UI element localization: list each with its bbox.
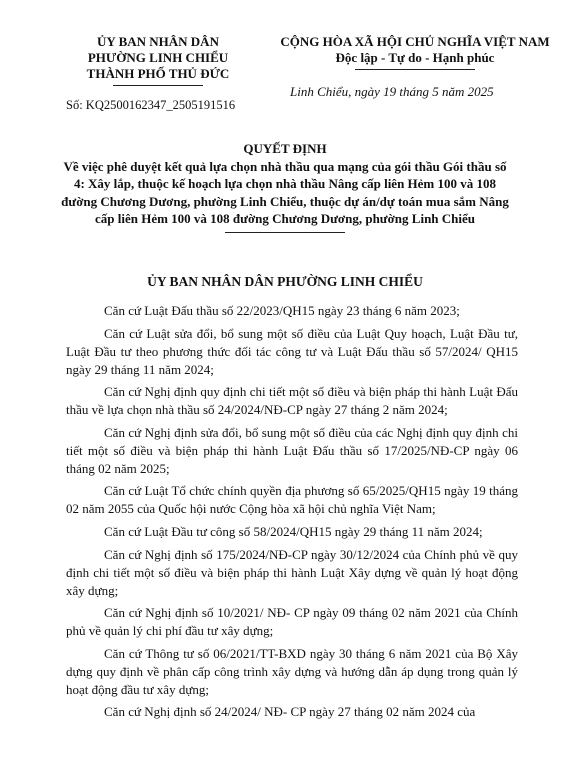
legal-basis-paragraph: Căn cứ Nghị định số 10/2021/ NĐ- CP ngày 09 tháng 02 năm 2021 của Chính phủ về quản lý chi phí đầu tư xây dựng; <box>66 605 518 639</box>
legal-basis-paragraph: Căn cứ Nghị định sửa đổi, bổ sung một số điều của các Nghị định quy định chi tiết một số điều và biện pháp thi hành Luật Đấu thầu số 17/2025/NĐ-CP ngày 06 tháng 02 năm 2025; <box>66 424 518 476</box>
legal-basis-paragraph: Căn cứ Luật Đầu tư công số 58/2024/QH15 ngày 29 tháng 11 năm 2024; <box>104 523 483 539</box>
legal-basis-paragraph: Căn cứ Thông tư số 06/2021/TT-BXD ngày 30 tháng 6 năm 2021 của Bộ Xây dựng quy định về phân cấp công trình xây dựng và hướng dẫn áp dụng trong quản lý hoạt động đầu tư xây dựng; <box>66 645 518 697</box>
agency-line-3: THÀNH PHỐ THỦ ĐỨC <box>86 66 230 81</box>
legal-basis-paragraph: Căn cứ Luật sửa đổi, bổ sung một số điều của Luật Quy hoạch, Luật Đầu tư, Luật Đầu tư theo phương thức đối tác công tư và Luật Đấu thầu số 57/2024/ QH15 ngày 29 tháng 11 năm 2024; <box>66 325 518 377</box>
agency-line-1: ỦY BAN NHÂN DÂN <box>97 34 219 49</box>
legal-basis-paragraph: Căn cứ Nghị định quy định chi tiết một số điều và biện pháp thi hành Luật Đấu thầu về lựa chọn nhà thầu số 24/2024/NĐ-CP ngày 27 tháng 2 năm 2024; <box>66 384 518 418</box>
title-divider <box>225 232 345 233</box>
document-body <box>66 302 518 726</box>
national-title: CỘNG HÒA XÃ HỘI CHỦ NGHĨA VIỆT NAM <box>280 34 550 49</box>
document-number: Số: KQ2500162347_2505191516 <box>66 98 236 112</box>
decision-heading: QUYẾT ĐỊNH <box>243 141 327 156</box>
motto-divider <box>355 69 475 70</box>
legal-basis-paragraph: Căn cứ Luật Tổ chức chính quyền địa phương số 65/2025/QH15 ngày 19 tháng 02 năm 2055 của Quốc hội nước Cộng hòa xã hội chủ nghĩa Việt Nam; <box>66 483 518 517</box>
national-header <box>270 34 560 70</box>
national-motto: Độc lập - Tự do - Hạnh phúc <box>335 50 495 65</box>
decision-title-block <box>60 140 510 233</box>
issuer-heading: ỦY BAN NHÂN DÂN PHƯỜNG LINH CHIỂU <box>147 274 423 289</box>
legal-basis-paragraph: Căn cứ Nghị định số 175/2024/NĐ-CP ngày 30/12/2024 của Chính phủ về quy định chi tiết một số điều và biện pháp thi hành Luật Xây dựng về quản lý hoạt động xây dựng; <box>66 546 518 598</box>
agency-divider <box>113 85 203 86</box>
document-date: Linh Chiểu, ngày 19 tháng 5 năm 2025 <box>290 84 494 99</box>
decision-subject: Về việc phê duyệt kết quả lựa chọn nhà thầu qua mạng của gói thầu Gói thầu số 4: Xây lắp, thuộc kế hoạch lựa chọn nhà thầu Nâng cấp liên Hẻm 100 và 108 đường Chương Dương, phường Linh Chiểu, thuộc dự án/dự toán mua sắm Nâng cấp liên Hẻm 100 và 108 đường Chương Dương, phường Linh Chiểu <box>61 158 509 226</box>
agency-line-2: PHƯỜNG LINH CHIỂU <box>87 50 229 65</box>
legal-basis-paragraph: Căn cứ Nghị định số 24/2024/ NĐ- CP ngày 27 tháng 02 năm 2024 của <box>104 704 476 720</box>
legal-basis-paragraph: Căn cứ Luật Đấu thầu số 22/2023/QH15 ngày 23 tháng 6 năm 2023; <box>104 303 460 318</box>
issuing-agency-header <box>58 34 258 86</box>
